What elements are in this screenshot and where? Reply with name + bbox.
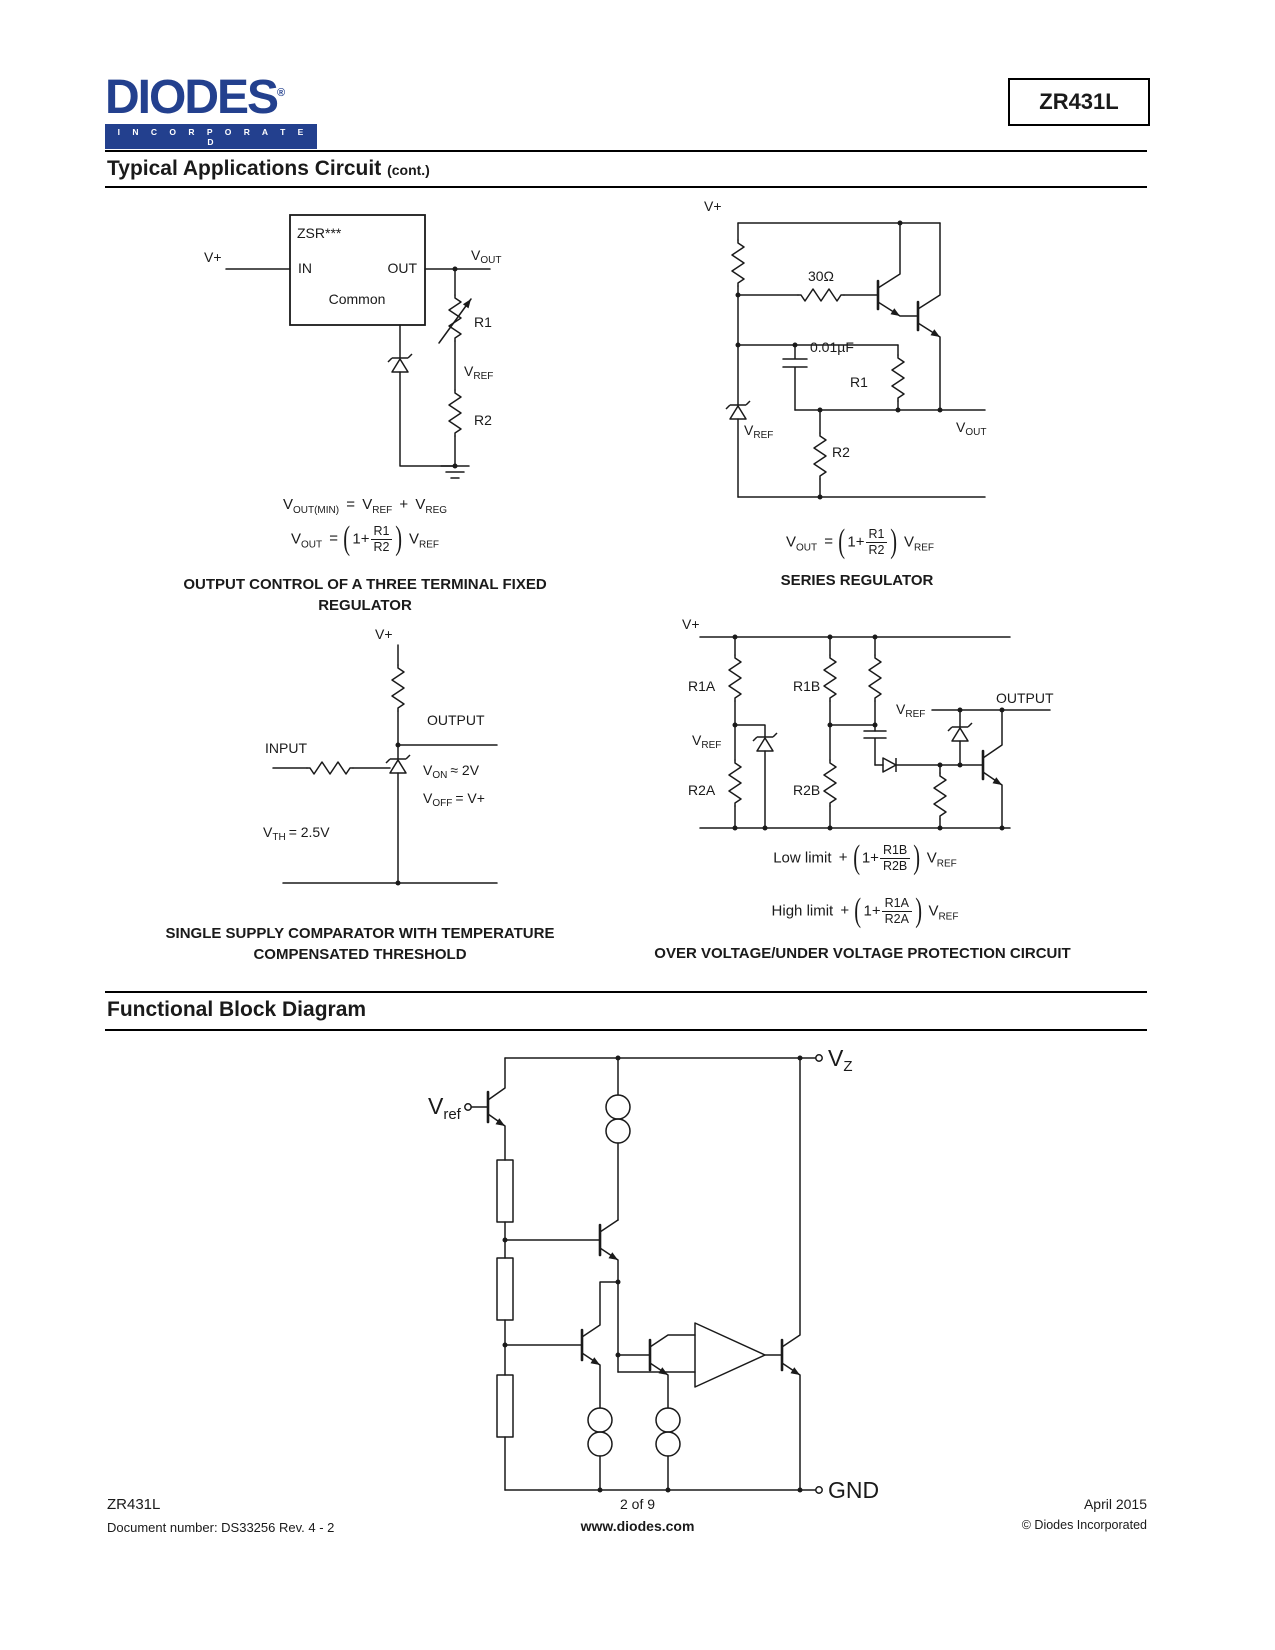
footer-copyright: © Diodes Incorporated [1021,1518,1147,1532]
c1-vout-label: $V_{OUT}$ [471,247,502,266]
c2-formula-vout: $V_{OUT}$ = ( 1+ $\frac{R1}{R2}$ ) $V_{REF}$ [786,523,934,560]
c3-output-label: OUTPUT [427,712,485,728]
diodes-logo-incorporated: I N C O R P O R A T E D [105,124,317,149]
footer-date: April 2015 [1083,1496,1147,1512]
c1-block-name: ZSR*** [297,225,342,241]
c4-r1a-label: R1A [688,678,716,694]
c2-30ohm-label: 30Ω [807,268,835,284]
registered-mark: ® [277,87,286,99]
c1-r1-label: R1 [474,314,492,330]
c4-vref-b-label: $V_{REF}$ [896,701,926,720]
section-title-block-diagram: Functional Block Diagram [107,998,367,1021]
section-title-underline [105,186,1147,188]
block-gnd-label: GND [828,1477,880,1503]
functional-block-diagram [420,1040,900,1510]
footer-part-number: ZR431L [107,1496,161,1513]
section-title-cont: (cont.) [387,162,430,178]
wires [465,1055,822,1493]
section-title-applications: Typical Applications Circuit (cont.) [107,157,430,180]
block-section-rule-top [105,991,1147,993]
part-number: ZR431L [1039,89,1119,114]
circuit-ov-uv-protection-schematic [670,615,1060,850]
c1-formula-voutmin: $V_{OUT(MIN)} = V_{REF} + V_{REG}$ [282,496,448,516]
c1-formula-vout: $V_{OUT}$ = ( 1+ $\frac{R1}{R2}$ ) $V_{REF}$ [291,520,439,557]
c3-voff-label: $V_{OFF} = V+$ [423,790,485,809]
part-number-box [1008,78,1150,126]
c1-caption: OUTPUT CONTROL OF A THREE TERMINAL FIXED REGULATOR [183,576,547,614]
c1-in-pin-label: IN [298,260,312,276]
c3-von-label: $V_{ON} \approx 2V$ [423,762,480,781]
c4-caption: OVER VOLTAGE/UNDER VOLTAGE PROTECTION CIRCUIT [654,945,1071,962]
c4-vref-a-label: $V_{REF}$ [692,732,722,751]
c2-caption: SERIES REGULATOR [780,572,934,589]
c4-vplus-label: V+ [682,616,700,632]
block-section-rule-bottom [105,1029,1147,1031]
header-rule [105,150,1147,152]
footer-website: www.diodes.com [580,1518,695,1534]
c4-formula-high-limit: High limit + ( 1+ $\frac{R1A}{R2A}$ ) $V_{REF}$ [771,892,959,929]
footer-page-number: 2 of 9 [619,1496,656,1512]
c2-vplus-label: V+ [704,198,722,214]
c4-formula-low-limit: Low limit + ( 1+ $\frac{R1B}{R2B}$ ) $V_{REF}$ [773,839,957,876]
c1-r2-label: R2 [474,412,492,428]
circuit-regulator-control-schematic [180,200,600,500]
c1-vplus-label: V+ [204,249,222,265]
c2-r1-label: R1 [850,374,868,390]
diodes-logo [105,71,317,149]
c2-vref-label: $V_{REF}$ [744,422,774,441]
circuit-comparator-schematic [255,625,515,895]
c1-out-pin-label: OUT [387,260,417,276]
c4-r2b-label: R2B [793,782,821,798]
c2-vout-label: $V_{OUT}$ [956,419,987,438]
block-vref-label: $V_{ref}$ [428,1093,461,1123]
wires [226,215,490,478]
c3-caption: SINGLE SUPPLY COMPARATOR WITH TEMPERATURE COMPENSATED THRESHOLD [165,925,555,963]
block-vz-label: $V_Z$ [828,1045,853,1075]
c1-common-pin-label: Common [328,291,386,307]
footer-doc-number: Document number: DS33256 Rev. 4 - 2 [107,1520,335,1535]
c3-input-label: INPUT [265,740,307,756]
c3-vth-label: $V_{TH} = 2.5V$ [263,824,330,843]
c2-cap-label: 0.01µF [810,339,854,355]
wires [700,635,1050,831]
c4-r2a-label: R2A [688,782,716,798]
c1-vref-label: $V_{REF}$ [464,363,494,382]
c4-r1b-label: R1B [793,678,821,694]
c2-r2-label: R2 [832,444,850,460]
circuit-series-regulator-schematic [680,195,1020,525]
diodes-logo-text: DIODES® [105,71,286,124]
c4-output-label: OUTPUT [996,690,1054,706]
c3-vplus-label: V+ [375,626,393,642]
wires [726,221,985,500]
